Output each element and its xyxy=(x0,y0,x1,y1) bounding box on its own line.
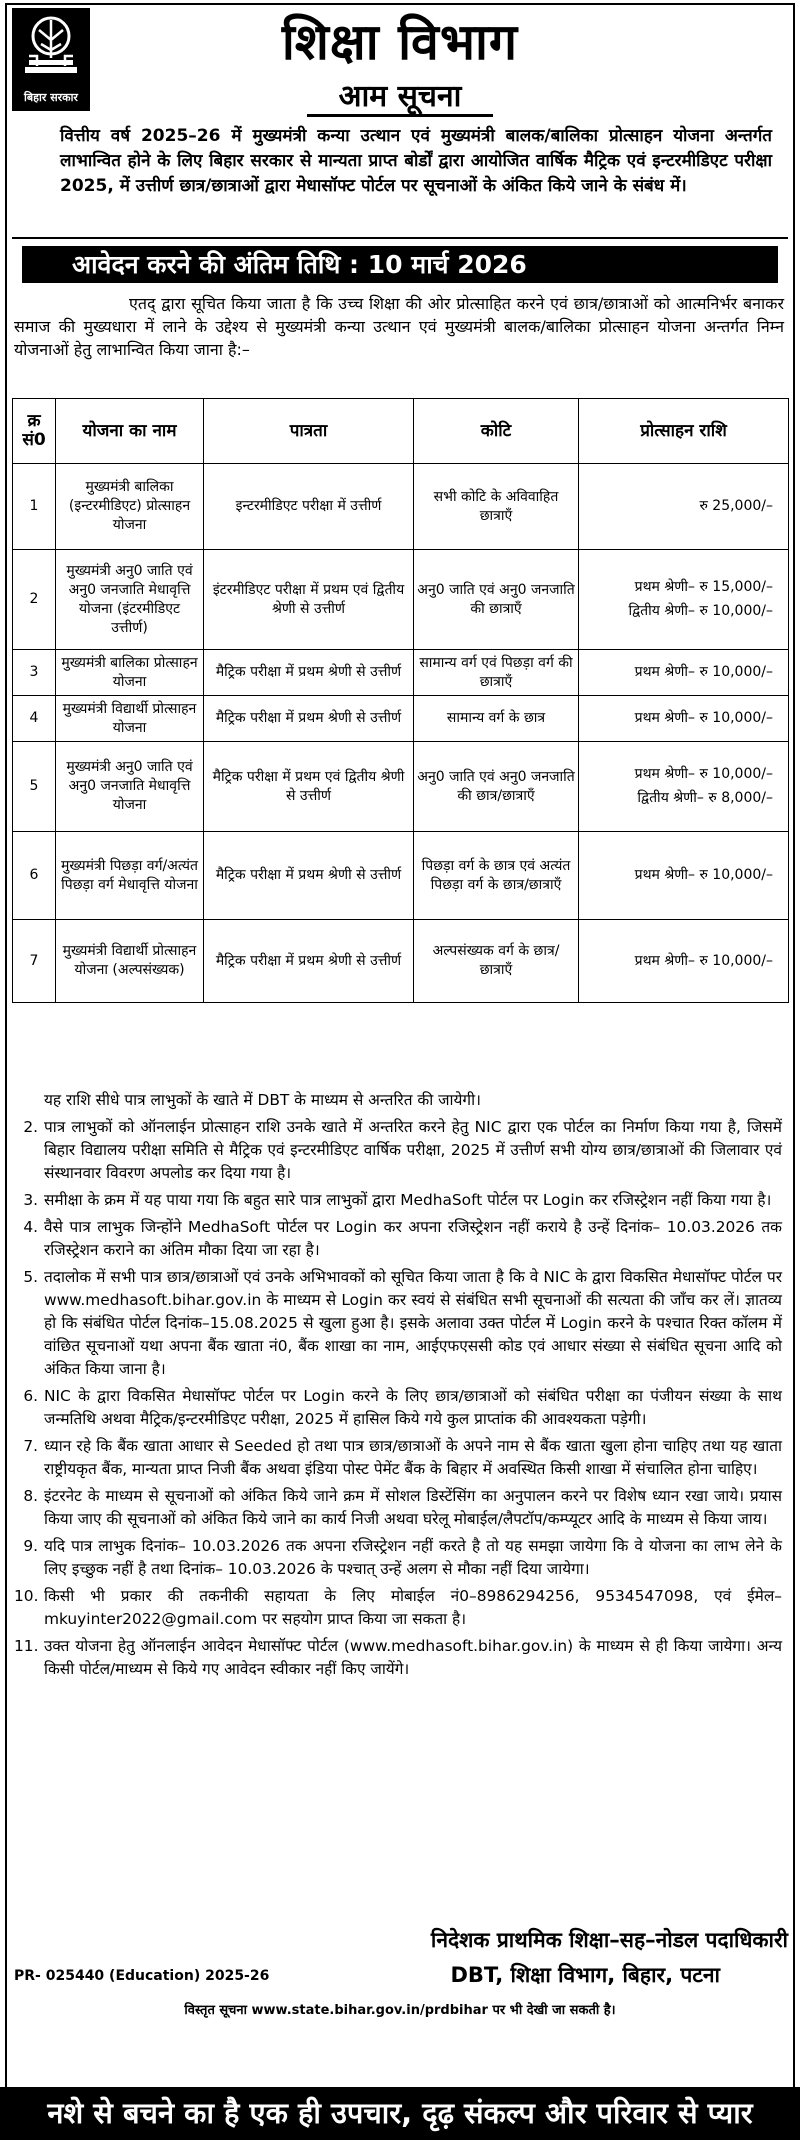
note-number: 5. xyxy=(23,1268,38,1286)
table-header-row xyxy=(13,399,789,464)
cell-scheme: मुख्यमंत्री बालिका प्रोत्साहन योजना xyxy=(56,650,204,696)
list-item xyxy=(14,1385,782,1431)
note-text: उक्त योजना हेतु ऑनलाईन आवेदन मेधासॉफ्ट पोर्टल (www.medhasoft.bihar.gov.in) के माध्यम से ही किया जायेगा। अन्य किसी पोर्टल/माध्यम से किये गए आवेदन स्वीकार नहीं किए जायेंगे। xyxy=(44,1637,782,1678)
list-item xyxy=(14,1435,782,1481)
table-row xyxy=(13,696,789,742)
cell-amount xyxy=(579,742,789,832)
note-number: 10. xyxy=(14,1587,39,1605)
note-number: 11. xyxy=(14,1637,39,1655)
amount-line: प्रथम श्रेणी– रु 10,000/– xyxy=(634,867,773,883)
amount-line: द्वितीय श्रेणी– रु 8,000/– xyxy=(637,790,773,806)
header-category: कोटि xyxy=(414,399,579,464)
title-underline xyxy=(307,114,493,117)
logo-caption: बिहार सरकार xyxy=(24,91,78,104)
cell-eligibility: मैट्रिक परीक्षा में प्रथम श्रेणी से उत्तीर्ण xyxy=(204,650,414,696)
cell-category: सामान्य वर्ग के छात्र xyxy=(414,696,579,742)
list-item xyxy=(14,1116,782,1185)
cell-amount xyxy=(579,464,789,550)
note-number: 7. xyxy=(23,1437,38,1455)
header-scheme: योजना का नाम xyxy=(56,399,204,464)
amount-line: प्रथम श्रेणी– रु 15,000/– xyxy=(634,579,773,595)
list-item xyxy=(14,1485,782,1531)
note-text: NIC के द्वारा विकसित मेधासॉफ्ट पोर्टल पर Login करने के लिए छात्र/छात्राओं को संबंधित परीक्षा का पंजीयन संख्या के साथ जन्मतिथि अथवा मैट्रिक/इन्टरमीडिएट परीक्षा, 2025 में हासिल किये गये कुल प्राप्तांक की आवश्यकता पड़ेगी। xyxy=(44,1387,782,1428)
signatory-office: DBT, शिक्षा विभाग, बिहार, पटना xyxy=(450,1963,720,1987)
cell-category: अनु0 जाति एवं अनु0 जनजाति की छात्राएँ xyxy=(414,550,579,650)
note-text: यह राशि सीधे पात्र लाभुकों के खाते में DBT के माध्यम से अन्तरित की जायेगी। xyxy=(44,1091,481,1109)
amount-line: रु 25,000/– xyxy=(699,498,773,514)
header-amount: प्रोत्साहन राशि xyxy=(579,399,789,464)
header-sno: क्र सं0 xyxy=(13,399,56,464)
note-text: इंटरनेट के माध्यम से सूचनाओं को अंकित किये जाने क्रम में सोशल डिस्टेंसिंग का अनुपालन करने पर विशेष ध्यान रखा जाये। प्रयास किया जाए की सूचनाओं को अंकित किये जाने का कार्य निजी अथवा घरेलू मोबाईल/लैपटॉप/कम्प्यूटर आदि के माध्यम से किया जाय। xyxy=(44,1487,782,1528)
list-item xyxy=(14,1535,782,1581)
cell-amount xyxy=(579,696,789,742)
cell-scheme: मुख्यमंत्री विद्यार्थी प्रोत्साहन योजना (अल्पसंख्यक) xyxy=(56,920,204,1003)
header-eligibility: पात्रता xyxy=(204,399,414,464)
cell-eligibility: मैट्रिक परीक्षा में प्रथम श्रेणी से उत्तीर्ण xyxy=(204,832,414,920)
table-row xyxy=(13,832,789,920)
pr-number: PR- 025440 (Education) 2025-26 xyxy=(14,1968,270,1984)
note-number: 9. xyxy=(23,1537,38,1555)
cell-sno: 5 xyxy=(13,742,56,832)
table-row xyxy=(13,464,789,550)
amount-line: द्वितीय श्रेणी– रु 10,000/– xyxy=(628,603,773,619)
amount-line: प्रथम श्रेणी– रु 10,000/– xyxy=(634,766,773,782)
note-text: पात्र लाभुकों को ऑनलाईन प्रोत्साहन राशि उनके खाते में अन्तरित करने हेतु NIC द्वारा एक पोर्टल का निर्माण किया गया है, जिसमें बिहार विद्यालय परीक्षा समिति से मैट्रिक एवं इन्टरमीडिएट वार्षिक परीक्षा, 2025 में उत्तीर्ण सभी योग्य छात्र/छात्राओं की जिलावार एवं संस्थानवार विवरण अपलोड कर दिया गया है। xyxy=(44,1118,782,1182)
list-item xyxy=(14,1266,782,1381)
note-number: 3. xyxy=(23,1191,38,1209)
cell-scheme: मुख्यमंत्री अनु0 जाति एवं अनु0 जनजाति मेधावृत्ति योजना (इंटरमीडिएट उत्तीर्ण) xyxy=(56,550,204,650)
table-row xyxy=(13,742,789,832)
cell-sno: 4 xyxy=(13,696,56,742)
cell-category: सामान्य वर्ग एवं पिछड़ा वर्ग की छात्राएँ xyxy=(414,650,579,696)
notice-title: आम सूचना xyxy=(338,79,462,114)
cell-category: पिछड़ा वर्ग के छात्र एवं अत्यंत पिछड़ा वर्ग के छात्र/छात्राएँ xyxy=(414,832,579,920)
table-row xyxy=(13,550,789,650)
cell-eligibility: मैट्रिक परीक्षा में प्रथम एवं द्वितीय श्रेणी से उत्तीर्ण xyxy=(204,742,414,832)
list-item xyxy=(14,1635,782,1681)
amount-line: प्रथम श्रेणी– रु 10,000/– xyxy=(634,952,773,969)
note-text: ध्यान रहे कि बैंक खाता आधार से Seeded हो तथा पात्र छात्र/छात्राओं के अपने नाम से बैंक खाता खुला होना चाहिए तथा यह खाता राष्ट्रीयकृत बैंक, मान्यता प्राप्त निजी बैंक अथवा इंडिया पोस्ट पेमेंट बैंक के बिहार में अवस्थित किसी शाखा में संचालित होना चाहिए। xyxy=(44,1437,782,1478)
cell-category: अल्पसंख्यक वर्ग के छात्र/छात्राएँ xyxy=(414,920,579,1003)
cell-sno: 2 xyxy=(13,550,56,650)
cell-eligibility: मैट्रिक परीक्षा में प्रथम श्रेणी से उत्तीर्ण xyxy=(204,696,414,742)
signatory-title: निदेशक प्राथमिक शिक्षा–सह–नोडल पदाधिकारी xyxy=(430,1928,788,1952)
amount-line: प्रथम श्रेणी– रु 10,000/– xyxy=(634,664,773,680)
cell-eligibility: मैट्रिक परीक्षा में प्रथम श्रेणी से उत्तीर्ण xyxy=(204,920,414,1003)
note-text: किसी भी प्रकार की तकनीकी सहायता के लिए मोबाईल नं0–8986294256, 9534547098, एवं ईमेल–mkuyinter2022@gmail.com पर सहयोग प्राप्त किया जा सकता है। xyxy=(44,1587,782,1628)
note-text: समीक्षा के क्रम में यह पाया गया कि बहुत सारे पात्र लाभुकों द्वारा MedhaSoft पोर्टल पर Login कर रजिस्ट्रेशन नहीं किया गया है। xyxy=(44,1191,772,1209)
deadline-banner: आवेदन करने की अंतिम तिथि : 10 मार्च 2026 xyxy=(22,246,778,283)
intro-paragraph: एतद् द्वारा सूचित किया जाता है कि उच्च शिक्षा की ओर प्रोत्साहित करने एवं छात्र/छात्राओं को आत्मनिर्भर बनाकर समाज की मुख्यधारा में लाने के उद्देश्य से मुख्यमंत्री कन्या उत्थान एवं मुख्यमंत्री बालक/बालिका प्रोत्साहन योजना अन्तर्गत निम्न योजनाओं हेतु लाभान्वित किया जाना है:– xyxy=(14,294,784,359)
cell-category: अनु0 जाति एवं अनु0 जनजाति की छात्र/छात्राएँ xyxy=(414,742,579,832)
notice-subject: वित्तीय वर्ष 2025–26 में मुख्यमंत्री कन्या उत्थान एवं मुख्यमंत्री बालक/बालिका प्रोत्साहन योजना अन्तर्गत लाभान्वित होने के लिए बिहार सरकार से मान्यता प्राप्त बोर्डों द्वारा आयोजित वार्षिक मैट्रिक एवं इन्टरमीडिएट परीक्षा 2025, में उत्तीर्ण छात्र/छात्राओं द्वारा मेधासॉफ्ट पोर्टल पर सूचनाओं के अंकित किये जाने के संबंध में। xyxy=(60,126,772,196)
list-item xyxy=(14,1585,782,1631)
note-number: 8. xyxy=(23,1487,38,1505)
cell-sno: 3 xyxy=(13,650,56,696)
cell-sno: 7 xyxy=(13,920,56,1003)
cell-category: सभी कोटि के अविवाहित छात्राएँ xyxy=(414,464,579,550)
note-text: यदि पात्र लाभुक दिनांक– 10.03.2026 तक अपना रजिस्ट्रेशन नहीं करते है तो यह समझा जायेगा कि वे योजना का लाभ लेने के लिए इच्छुक नहीं है तथा दिनांक– 10.03.2026 के पश्चात् उन्हें अलग से मौका नहीं दिया जायेगा। xyxy=(44,1537,782,1578)
cell-sno: 6 xyxy=(13,832,56,920)
list-item xyxy=(14,1216,782,1262)
table-row xyxy=(13,920,789,1003)
cell-scheme: मुख्यमंत्री पिछड़ा वर्ग/अत्यंत पिछड़ा वर्ग मेधावृत्ति योजना xyxy=(56,832,204,920)
cell-eligibility: इन्टरमीडिएट परीक्षा में उत्तीर्ण xyxy=(204,464,414,550)
note-number: 4. xyxy=(23,1218,38,1236)
note-number: 2. xyxy=(23,1118,38,1136)
cell-scheme: मुख्यमंत्री विद्यार्थी प्रोत्साहन योजना xyxy=(56,696,204,742)
details-link-line: विस्तृत सूचना www.state.bihar.gov.in/prdbihar पर भी देखी जा सकती है। xyxy=(184,2003,616,2018)
department-title: शिक्षा विभाग xyxy=(281,13,519,71)
slogan-banner: नशे से बचने का है एक ही उपचार, दृढ़ संकल्प और परिवार से प्यार xyxy=(0,2087,800,2140)
divider xyxy=(12,237,788,239)
scheme-table xyxy=(12,398,789,1003)
cell-scheme: मुख्यमंत्री बालिका (इन्टरमीडिएट) प्रोत्साहन योजना xyxy=(56,464,204,550)
note-number: 6. xyxy=(23,1387,38,1405)
cell-amount xyxy=(579,920,789,1003)
cell-amount xyxy=(579,550,789,650)
cell-eligibility: इंटरमीडिएट परीक्षा में प्रथम एवं द्वितीय श्रेणी से उत्तीर्ण xyxy=(204,550,414,650)
list-item xyxy=(14,1189,782,1212)
amount-line: प्रथम श्रेणी– रु 10,000/– xyxy=(634,710,773,726)
note-text: तदालोक में सभी पात्र छात्र/छात्राओं एवं उनके अभिभावकों को सूचित किया जाता है कि वे NIC के द्वारा विकसित मेधासॉफ्ट पोर्टल पर www.medhasoft.bihar.gov.in के माध्यम से Login कर स्वयं से संबंधित सभी सूचनाओं की सत्यता की जाँच कर लें। ज्ञातव्य हो कि संबंधित पोर्टल दिनांक–15.08.2025 से खुला हुआ है। इसके अलावा उक्त पोर्टल में Login करने के पश्चात रिक्त कॉलम में वांछित सूचनाओं यथा अपना बैंक खाता नं0, बैंक शाखा का नाम, आईएफएससी कोड एवं आधार संख्या से संबंधित सूचना आदि को अंकित किया जाना है। xyxy=(44,1268,782,1378)
cell-scheme: मुख्यमंत्री अनु0 जाति एवं अनु0 जनजाति मेधावृत्ति योजना xyxy=(56,742,204,832)
note-text: वैसे पात्र लाभुक जिन्होंने MedhaSoft पोर्टल पर Login कर अपना रजिस्ट्रेशन नहीं कराये है उन्हें दिनांक– 10.03.2026 तक रजिस्ट्रेशन कराने का अंतिम मौका दिया जा रहा है। xyxy=(44,1218,782,1259)
note-number xyxy=(14,1089,44,1112)
list-item xyxy=(14,1089,782,1112)
notes-list xyxy=(14,1089,782,1685)
table-row xyxy=(13,650,789,696)
cell-amount xyxy=(579,832,789,920)
cell-sno: 1 xyxy=(13,464,56,550)
cell-amount xyxy=(579,650,789,696)
